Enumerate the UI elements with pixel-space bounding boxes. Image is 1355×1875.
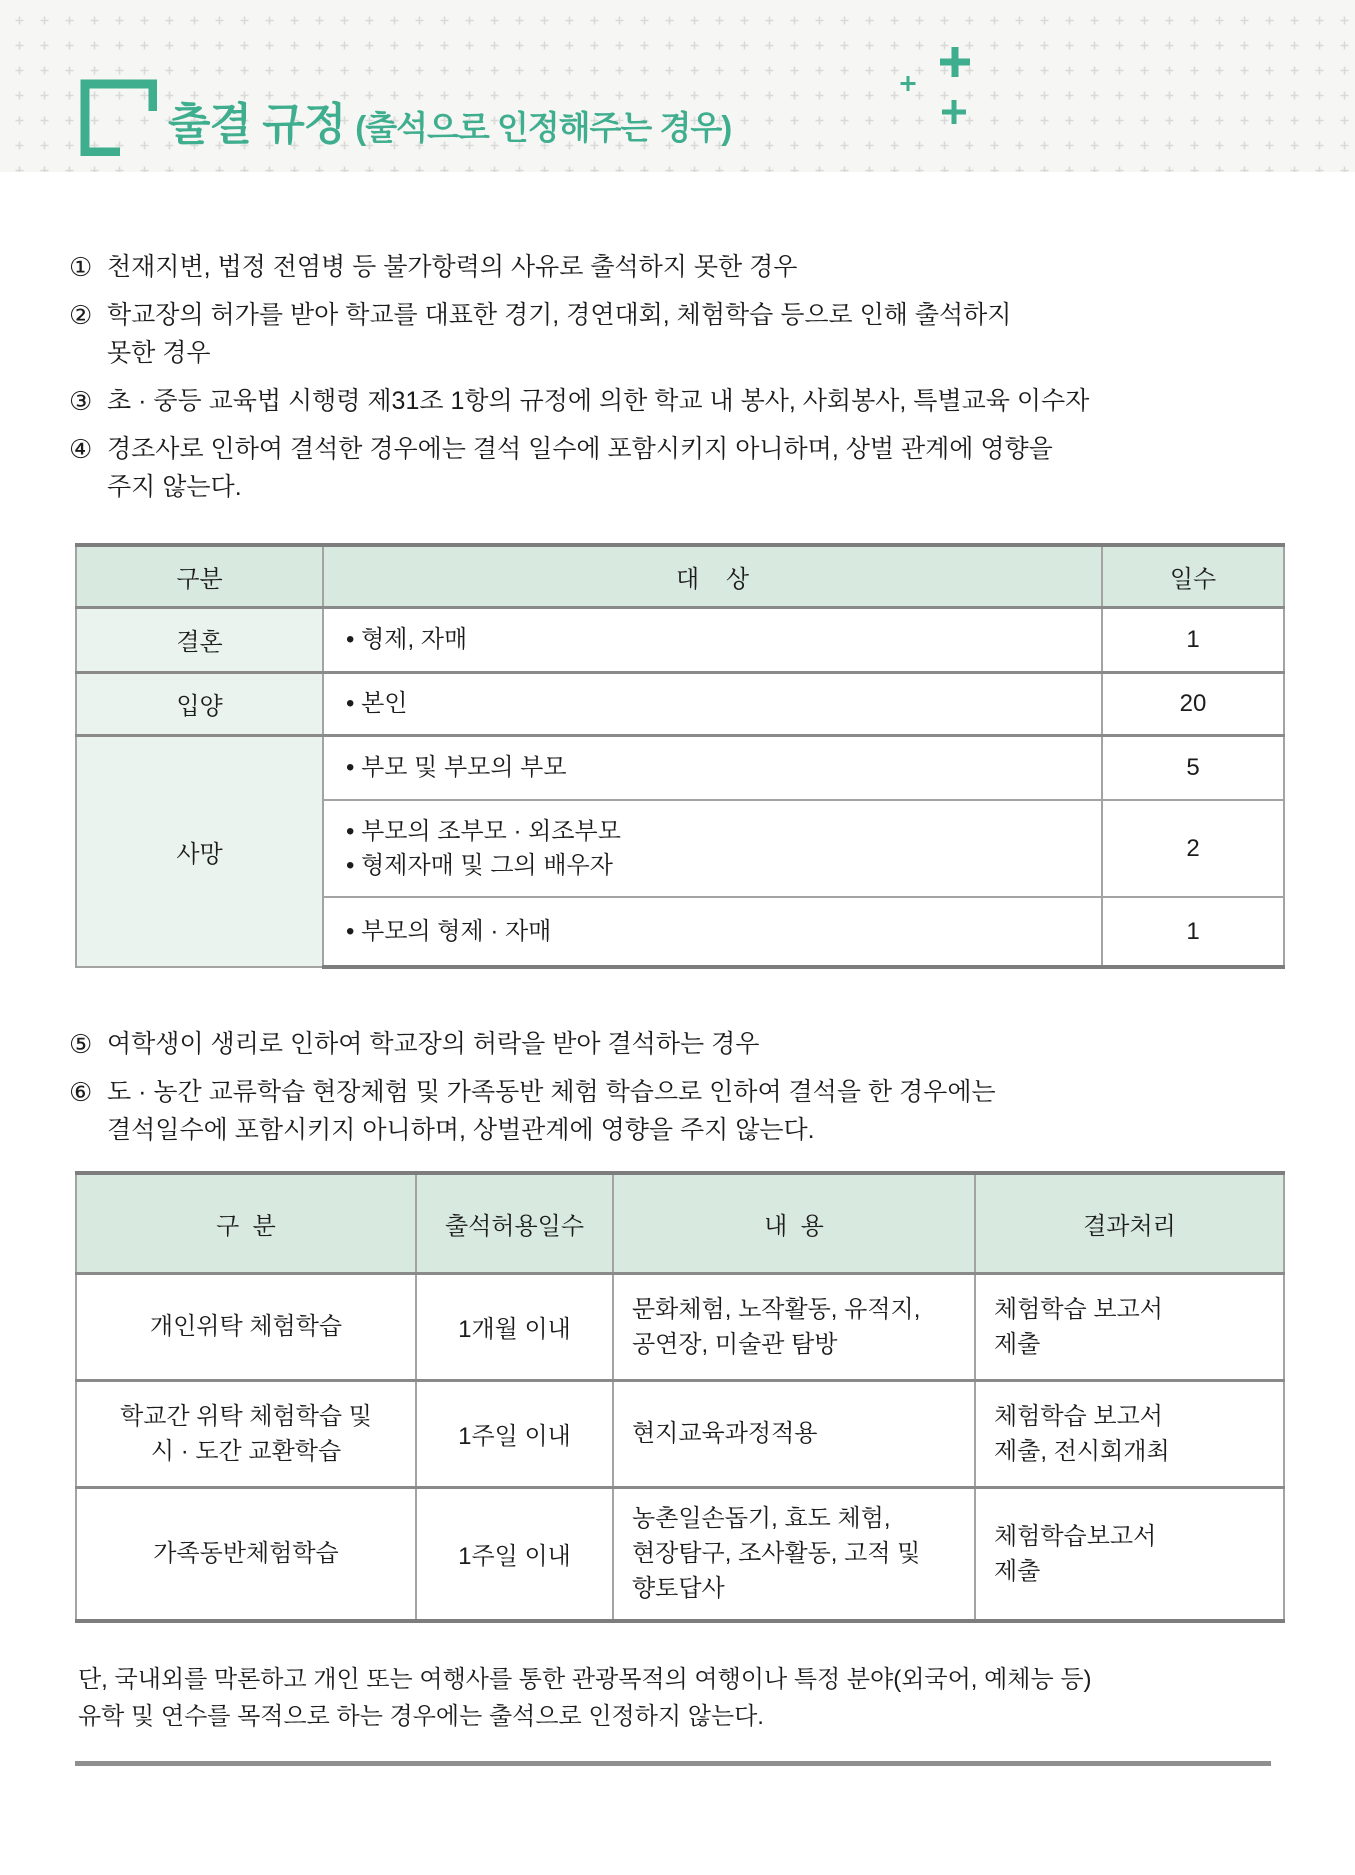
rule-line: 초 · 중등 교육법 시행령 제31조 1항의 규정에 의한 학교 내 봉사, 사회봉사, 특별교육 이수자 xyxy=(107,387,1090,415)
rule-text xyxy=(107,430,1283,506)
cell-days: 1 xyxy=(1102,897,1284,967)
cell-target xyxy=(323,897,1102,967)
open-square-bracket-icon xyxy=(77,76,157,156)
table-row-interschool xyxy=(76,1380,1284,1487)
rule-item-4 xyxy=(69,430,1283,506)
rule-number: ④ xyxy=(69,434,93,464)
cell-days: 1개월 이내 xyxy=(416,1273,613,1380)
cell-target xyxy=(323,672,1102,735)
header-category: 구 분 xyxy=(76,1173,416,1273)
cell-line: • 형제자매 및 그의 배우자 xyxy=(346,851,613,879)
table-row-death-1 xyxy=(76,735,1284,800)
cell-result xyxy=(975,1487,1284,1621)
rules-list-mid xyxy=(69,1025,1283,1149)
cell-category xyxy=(76,1487,416,1621)
cell-line: 제출, 전시회개최 xyxy=(994,1437,1170,1465)
cell-category xyxy=(76,1380,416,1487)
cell-category: 입양 xyxy=(76,672,323,735)
cell-line: 공연장, 미술관 탐방 xyxy=(632,1330,838,1358)
rule-line: 천재지변, 법정 전염병 등 불가항력의 사유로 출석하지 못한 경우 xyxy=(107,253,798,281)
header-allowed-days: 출석허용일수 xyxy=(416,1173,613,1273)
cell-days: 5 xyxy=(1102,735,1284,800)
cell-line: 문화체험, 노작활동, 유적지, xyxy=(632,1295,921,1323)
rule-item-3 xyxy=(69,382,1283,420)
cell-days: 2 xyxy=(1102,800,1284,897)
cell-content xyxy=(613,1380,975,1487)
cell-line: 가족동반체험학습 xyxy=(153,1540,339,1568)
rule-line: 학교장의 허가를 받아 학교를 대표한 경기, 경연대회, 체험학습 등으로 인해 출석하지 xyxy=(107,301,1012,329)
rule-number: ⑥ xyxy=(69,1077,93,1107)
cell-content xyxy=(613,1273,975,1380)
cell-line: • 형제, 자매 xyxy=(346,625,468,653)
cell-target xyxy=(323,607,1102,672)
cell-result xyxy=(975,1273,1284,1380)
rule-line: 경조사로 인하여 결석한 경우에는 결석 일수에 포함시키지 아니하며, 상벌 관계에 영향을 xyxy=(107,435,1053,463)
rules-list-top xyxy=(69,248,1283,506)
rule-text xyxy=(107,248,1283,286)
rule-number: ⑤ xyxy=(69,1029,93,1059)
page-title xyxy=(168,88,731,152)
cell-line: 학교간 위탁 체험학습 및 xyxy=(120,1402,372,1430)
cell-line: 체험학습보고서 xyxy=(994,1522,1157,1550)
cell-line: 개인위탁 체험학습 xyxy=(149,1313,343,1340)
cell-line: • 부모의 조부모 · 외조부모 xyxy=(346,817,621,845)
bottom-divider xyxy=(75,1761,1271,1766)
cell-line: 체험학습 보고서 xyxy=(994,1402,1163,1430)
header-result: 결과처리 xyxy=(975,1173,1284,1273)
cell-days: 1주일 이내 xyxy=(416,1380,613,1487)
cell-target xyxy=(323,800,1102,897)
rule-text xyxy=(107,296,1283,372)
rule-line: 도 · 농간 교류학습 현장체험 및 가족동반 체험 학습으로 인하여 결석을 한 경우에는 xyxy=(107,1078,996,1106)
header-target: 대 상 xyxy=(323,545,1102,607)
table-row-marriage xyxy=(76,607,1284,672)
title-subtitle: (출석으로 인정해주는 경우) xyxy=(355,109,732,146)
table-row-adoption xyxy=(76,672,1284,735)
rule-number: ② xyxy=(69,300,93,330)
page-header xyxy=(0,0,1355,172)
header-category: 구분 xyxy=(76,545,323,607)
footnote-line: 유학 및 연수를 목적으로 하는 경우에는 출석으로 인정하지 않는다. xyxy=(78,1703,764,1730)
family-leave-table xyxy=(75,543,1285,969)
title-main: 출결 규정 xyxy=(168,100,346,149)
content-area xyxy=(69,248,1283,1766)
table-row-family xyxy=(76,1487,1284,1621)
header-content: 내 용 xyxy=(613,1173,975,1273)
cell-target xyxy=(323,735,1102,800)
cell-line: 제출 xyxy=(994,1557,1041,1585)
rule-text xyxy=(107,1025,1283,1063)
cell-line: • 본인 xyxy=(346,689,408,717)
cell-category xyxy=(76,1273,416,1380)
cell-line: 체험학습 보고서 xyxy=(994,1295,1163,1323)
cell-category: 결혼 xyxy=(76,607,323,672)
cell-line: 현지교육과정적용 xyxy=(632,1420,818,1447)
cell-line: 농촌일손돕기, 효도 체험, xyxy=(632,1505,891,1533)
rule-line: 결석일수에 포함시키지 아니하며, 상벌관계에 영향을 주지 않는다. xyxy=(107,1116,815,1144)
footnote xyxy=(78,1661,1283,1735)
cell-line: 제출 xyxy=(994,1330,1041,1358)
rule-line: 주지 않는다. xyxy=(107,473,242,501)
cell-line: 현장탐구, 조사활동, 고적 및 xyxy=(632,1540,921,1568)
rule-item-2 xyxy=(69,296,1283,372)
header-days: 일수 xyxy=(1102,545,1284,607)
table-header-row xyxy=(76,545,1284,607)
footnote-line: 단, 국내외를 막론하고 개인 또는 여행사를 통한 관광목적의 여행이나 특정 분야(외국어, 예체능 등) xyxy=(78,1666,1092,1693)
rule-item-6 xyxy=(69,1073,1283,1149)
experience-learning-table xyxy=(75,1171,1285,1623)
rule-text xyxy=(107,382,1283,420)
rule-text xyxy=(107,1073,1283,1149)
cell-category-death: 사망 xyxy=(76,735,323,967)
table-header-row xyxy=(76,1173,1284,1273)
cell-days: 1 xyxy=(1102,607,1284,672)
rule-item-1 xyxy=(69,248,1283,286)
table-row-personal xyxy=(76,1273,1284,1380)
cell-line: • 부모의 형제 · 자매 xyxy=(346,917,552,945)
rule-line: 못한 경우 xyxy=(107,339,211,367)
cell-days: 20 xyxy=(1102,672,1284,735)
rule-number: ① xyxy=(69,252,93,282)
cell-result xyxy=(975,1380,1284,1487)
cell-content xyxy=(613,1487,975,1621)
rule-number: ③ xyxy=(69,386,93,416)
cell-days: 1주일 이내 xyxy=(416,1487,613,1621)
rule-item-5 xyxy=(69,1025,1283,1063)
cell-line: 향토답사 xyxy=(632,1575,725,1603)
rule-line: 여학생이 생리로 인하여 학교장의 허락을 받아 결석하는 경우 xyxy=(107,1030,760,1058)
cell-line: • 부모 및 부모의 부모 xyxy=(346,753,567,781)
cell-line: 시 · 도간 교환학습 xyxy=(150,1437,342,1465)
